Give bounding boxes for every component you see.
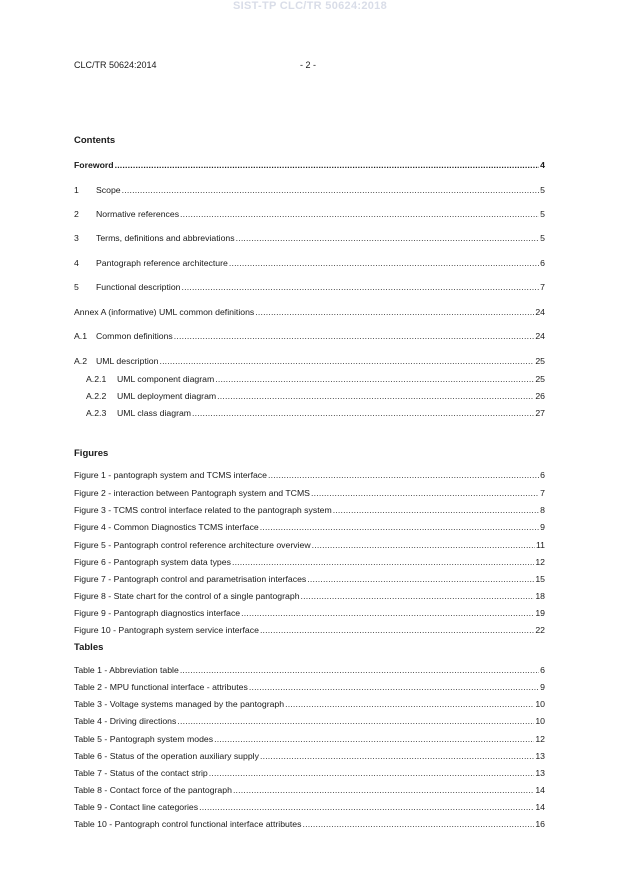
leader-dots (199, 802, 534, 813)
figure-entry-title: Figure 9 - Pantograph diagnostics interface (74, 608, 241, 618)
table-entry-title: Table 4 - Driving directions (74, 716, 177, 726)
leader-dots (302, 819, 534, 830)
toc-entry-page: 26 (535, 391, 545, 401)
toc-entry-title: Functional description (96, 282, 181, 292)
contents-heading: Contents (74, 135, 116, 146)
leader-dots (307, 574, 534, 585)
toc-entry-title: UML deployment diagram (117, 391, 217, 401)
toc-entry-a23[interactable] (86, 408, 545, 419)
toc-entry-page: 25 (535, 374, 545, 384)
leader-dots (311, 488, 539, 499)
figure-entry[interactable] (74, 608, 545, 619)
table-entry-title: Table 3 - Voltage systems managed by the pantograph (74, 699, 285, 709)
toc-entry-page: 25 (535, 356, 545, 366)
table-entry-page: 10 (535, 699, 545, 709)
table-entry-page: 10 (535, 716, 545, 726)
leader-dots (333, 505, 539, 516)
figure-entry[interactable] (74, 522, 545, 533)
toc-entry-a22[interactable] (86, 391, 545, 402)
toc-entry-number: A.2.1 (86, 374, 107, 384)
leader-dots (174, 331, 535, 342)
leader-dots (260, 751, 534, 762)
table-entry[interactable] (74, 665, 545, 676)
leader-dots (177, 716, 534, 727)
leader-dots (241, 608, 534, 619)
toc-entry-functional-description[interactable] (74, 282, 545, 293)
figure-entry-page: 22 (535, 625, 545, 635)
leader-dots (214, 734, 534, 745)
leader-dots (301, 591, 535, 602)
leader-dots (115, 160, 540, 171)
table-entry-title: Table 1 - Abbreviation table (74, 665, 179, 675)
figure-entry-title: Figure 4 - Common Diagnostics TCMS interface (74, 522, 259, 532)
table-entry-title: Table 7 - Status of the contact strip (74, 768, 208, 778)
table-entry-title: Table 10 - Pantograph control functional interface attributes (74, 819, 302, 829)
toc-entry-number: 5 (74, 282, 79, 292)
leader-dots (215, 374, 534, 385)
table-entry[interactable] (74, 682, 545, 693)
figure-entry-title: Figure 7 - Pantograph control and parametrisation interfaces (74, 574, 307, 584)
figure-entry[interactable] (74, 488, 545, 499)
table-entry[interactable] (74, 699, 545, 710)
figure-entry-page: 6 (540, 470, 545, 480)
table-entry-page: 9 (540, 682, 545, 692)
toc-entry-foreword[interactable] (74, 160, 545, 171)
figure-entry-page: 18 (535, 591, 545, 601)
toc-entry-number: 2 (74, 209, 79, 219)
table-entry[interactable] (74, 768, 545, 779)
figure-entry[interactable] (74, 540, 545, 551)
toc-entry-page: 6 (540, 258, 545, 268)
figure-entry-title: Figure 2 - interaction between Pantograph system and TCMS (74, 488, 310, 498)
leader-dots (159, 356, 534, 367)
toc-entry-a2[interactable] (74, 356, 545, 367)
figure-entry-title: Figure 5 - Pantograph control reference architecture overview (74, 540, 311, 550)
table-entry-page: 13 (535, 751, 545, 761)
table-entry[interactable] (74, 819, 545, 830)
toc-entry-page: 4 (540, 160, 545, 170)
tables-heading: Tables (74, 642, 104, 653)
toc-entry-reference-architecture[interactable] (74, 258, 545, 269)
figure-entry[interactable] (74, 625, 545, 636)
figure-entry-page: 19 (535, 608, 545, 618)
table-entry[interactable] (74, 802, 545, 813)
toc-entry-title: Common definitions (96, 331, 173, 341)
table-entry[interactable] (74, 734, 545, 745)
toc-entry-number: A.2.3 (86, 408, 107, 418)
table-entry-title: Table 2 - MPU functional interface - attributes (74, 682, 248, 692)
toc-entry-number: 3 (74, 233, 79, 243)
table-entry-page: 14 (535, 785, 545, 795)
table-entry[interactable] (74, 751, 545, 762)
leader-dots (182, 282, 540, 293)
table-entry-title: Table 5 - Pantograph system modes (74, 734, 214, 744)
toc-entry-title: Annex A (informative) UML common definitions (74, 307, 255, 317)
toc-entry-title: UML component diagram (117, 374, 215, 384)
leader-dots (236, 233, 540, 244)
figure-entry-title: Figure 3 - TCMS control interface related to the pantograph system (74, 505, 332, 515)
figure-entry[interactable] (74, 557, 545, 568)
toc-entry-number: A.2 (74, 356, 88, 366)
toc-entry-title: Normative references (96, 209, 180, 219)
leader-dots (122, 185, 540, 196)
figure-entry-title: Figure 8 - State chart for the control of a single pantograph (74, 591, 300, 601)
leader-dots (232, 557, 534, 568)
watermark: SIST-TP CLC/TR 50624:2018 (232, 0, 388, 12)
toc-entry-scope[interactable] (74, 185, 545, 196)
toc-entry-normative-references[interactable] (74, 209, 545, 220)
table-entry-page: 14 (535, 802, 545, 812)
page-number: - 2 - (300, 60, 317, 70)
leader-dots (255, 307, 534, 318)
toc-entry-number: A.1 (74, 331, 88, 341)
toc-entry-title: Scope (96, 185, 121, 195)
leader-dots (217, 391, 534, 402)
table-entry-page: 12 (535, 734, 545, 744)
figure-entry-page: 9 (540, 522, 545, 532)
leader-dots (233, 785, 534, 796)
figure-entry-title: Figure 6 - Pantograph system data types (74, 557, 231, 567)
table-entry-title: Table 9 - Contact line categories (74, 802, 199, 812)
toc-entry-a1[interactable] (74, 331, 545, 342)
figure-entry[interactable] (74, 574, 545, 585)
leader-dots (180, 209, 539, 220)
toc-entry-page: 7 (540, 282, 545, 292)
table-entry-page: 13 (535, 768, 545, 778)
table-entry-title: Table 8 - Contact force of the pantograph (74, 785, 232, 795)
leader-dots (268, 470, 539, 481)
toc-entry-page: 5 (540, 209, 545, 219)
leader-dots (285, 699, 534, 710)
figure-entry-page: 8 (540, 505, 545, 515)
toc-entry-page: 5 (540, 185, 545, 195)
toc-entry-number: 1 (74, 185, 79, 195)
toc-entry-annex-a[interactable] (74, 307, 545, 318)
toc-entry-a21[interactable] (86, 374, 545, 385)
leader-dots (192, 408, 534, 419)
toc-entry-title: UML class diagram (117, 408, 192, 418)
toc-entry-title: UML description (96, 356, 159, 366)
figure-entry-page: 15 (535, 574, 545, 584)
leader-dots (260, 625, 534, 636)
table-entry-page: 6 (540, 665, 545, 675)
toc-entry-page: 5 (540, 233, 545, 243)
toc-entry-page: 24 (535, 307, 545, 317)
leader-dots (260, 522, 539, 533)
toc-entry-terms[interactable] (74, 233, 545, 244)
table-entry-page: 16 (535, 819, 545, 829)
toc-entry-page: 27 (535, 408, 545, 418)
leader-dots (312, 540, 535, 551)
leader-dots (229, 258, 539, 269)
toc-entry-number: 4 (74, 258, 79, 268)
figure-entry-page: 7 (540, 488, 545, 498)
document-id: CLC/TR 50624:2014 (74, 60, 157, 70)
leader-dots (180, 665, 539, 676)
figure-entry[interactable] (74, 470, 545, 481)
figures-heading: Figures (74, 448, 109, 459)
leader-dots (209, 768, 535, 779)
toc-entry-title: Foreword (74, 160, 114, 170)
toc-entry-title: Pantograph reference architecture (96, 258, 228, 268)
figure-entry-title: Figure 1 - pantograph system and TCMS interface (74, 470, 267, 480)
figure-entry-page: 12 (535, 557, 545, 567)
figure-entry[interactable] (74, 591, 545, 602)
toc-entry-number: A.2.2 (86, 391, 107, 401)
figure-entry[interactable] (74, 505, 545, 516)
toc-entry-page: 24 (535, 331, 545, 341)
table-entry-title: Table 6 - Status of the operation auxiliary supply (74, 751, 259, 761)
toc-entry-title: Terms, definitions and abbreviations (96, 233, 235, 243)
figure-entry-title: Figure 10 - Pantograph system service interface (74, 625, 259, 635)
table-entry[interactable] (74, 716, 545, 727)
figure-entry-page: 11 (535, 540, 545, 550)
table-entry[interactable] (74, 785, 545, 796)
leader-dots (249, 682, 539, 693)
